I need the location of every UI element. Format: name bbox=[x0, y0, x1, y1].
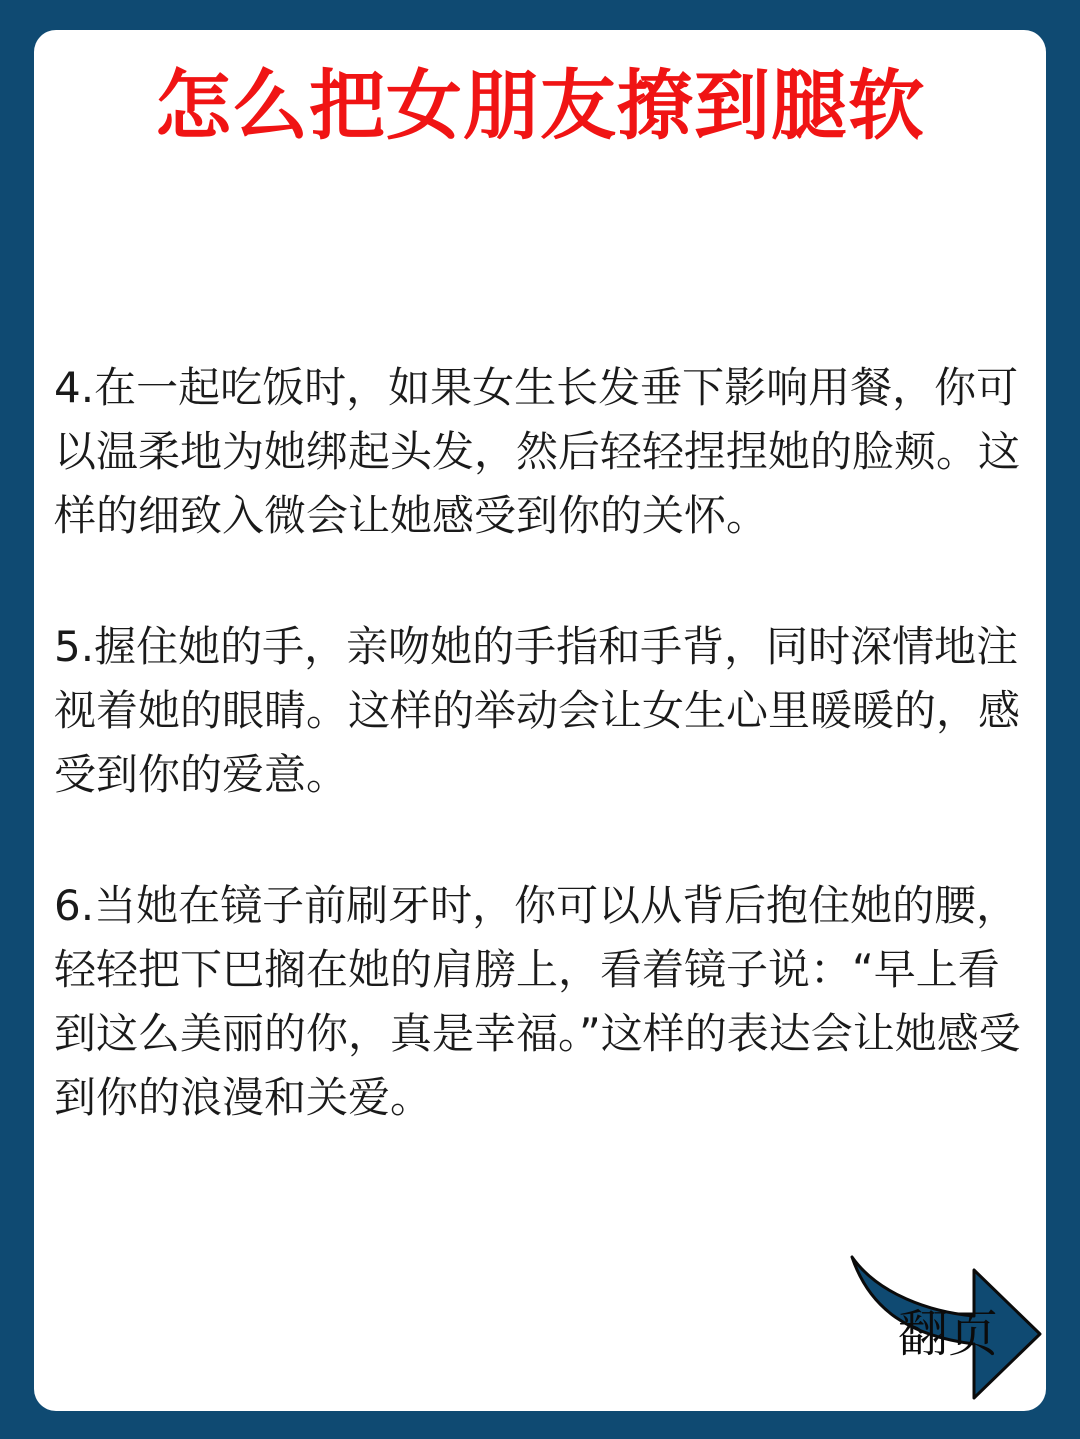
paragraph-6: 6.当她在镜子前刷牙时，你可以从背后抱住她的腰，轻轻把下巴搁在她的肩膀上，看着镜子说：“早上看到这么美丽的你，真是幸福。”这样的表达会让她感受到你的浪漫和关爱。 bbox=[54, 881, 1021, 1122]
paragraph-4: 4.在一起吃饭时，如果女生长发垂下影响用餐，你可以温柔地为她绑起头发，然后轻轻捏捏她的脸颊。这样的细致入微会让她感受到你的关怀。 bbox=[54, 363, 1021, 540]
next-page-label: 翻页 bbox=[898, 1305, 998, 1363]
next-page-button[interactable] bbox=[846, 1252, 1046, 1412]
page-title: 怎么把女朋友撩到腿软 bbox=[155, 61, 925, 150]
content-card bbox=[34, 30, 1046, 1411]
article-body bbox=[54, 356, 1029, 1197]
paragraph-5: 5.握住她的手，亲吻她的手指和手背，同时深情地注视着她的眼睛。这样的举动会让女生心里暖暖的，感受到你的爱意。 bbox=[54, 622, 1021, 799]
